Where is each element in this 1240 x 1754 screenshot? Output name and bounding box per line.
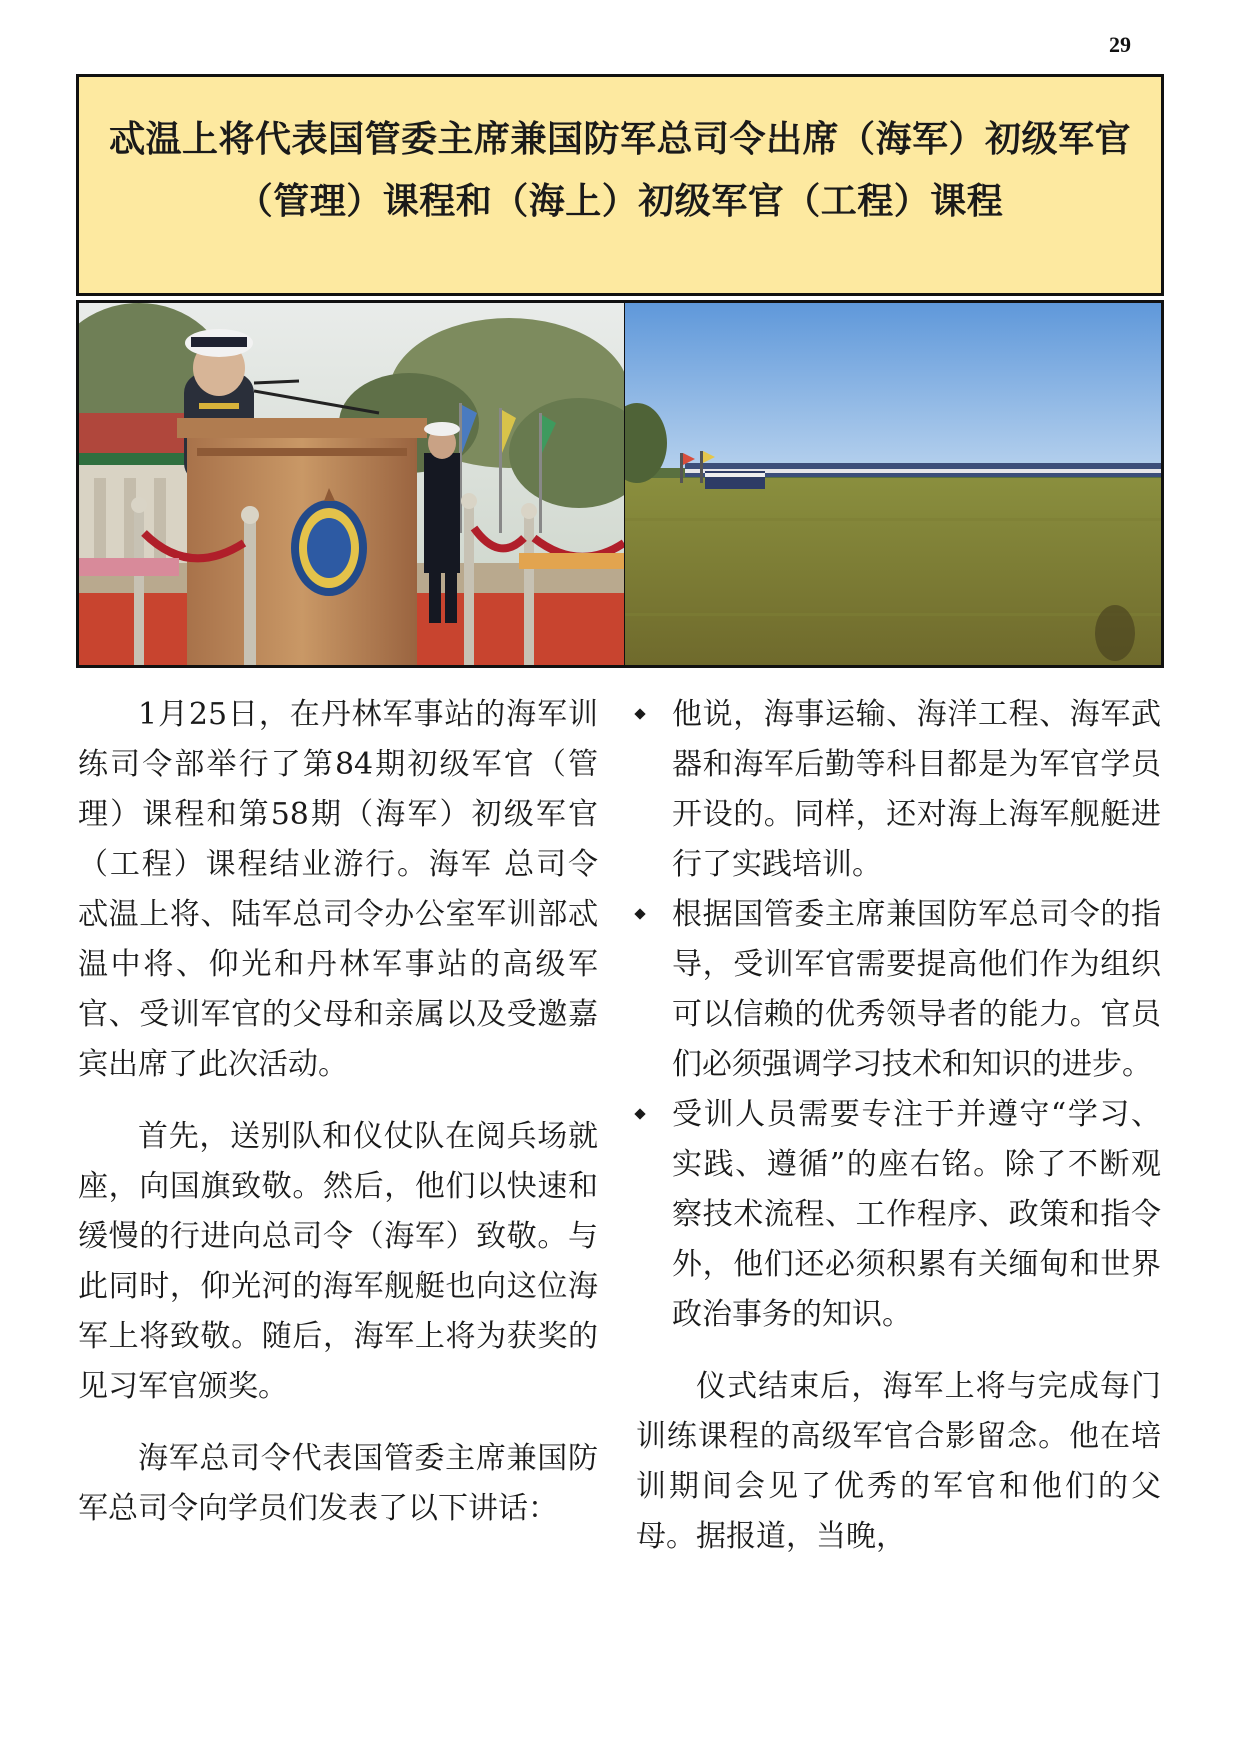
photo-parade-ground: [625, 303, 1161, 665]
paragraph-event-intro: 1月25日，在丹林军事站的海军训练司令部举行了第84期初级军官（管理）课程和第58期（海军）初级军官（工程）课程结业游行。海军 总司令 忒温上将、陆军总司令办公室军训部忒温中将、仰光和丹林军事站的高级军官、受训军官的父母和亲属以及受邀嘉宾出席了此次活动。: [78, 697, 598, 1082]
paragraph-ceremony: 首先，送别队和仪仗队在阅兵场就座，向国旗致敬。然后，他们以快速和缓慢的行进向总司令（海军）致敬。与此同时，仰光河的海军舰艇也向这位海军上将致敬。随后，海军上将为获奖的见习军官颁奖。: [78, 1119, 598, 1404]
paragraph-speech-intro: 海军总司令代表国管委主席兼国防军总司令向学员们发表了以下讲话：: [78, 1441, 598, 1526]
article-title-line-1: 忒温上将代表国管委主席兼国防军总司令出席（海军）初级军官: [108, 119, 1131, 160]
bullet-text: 受训人员需要专注于并遵守“学习、实践、遵循”的座右铭。除了不断观察技术流程、工作程序、政策和指令外，他们还必须积累有关缅甸和世界政治事务的知识。: [672, 1097, 1161, 1332]
photo-speech-podium: [79, 303, 624, 665]
bullet-text: 他说，海事运输、海洋工程、海军武器和海军后勤等科目都是为军官学员开设的。同样，还对海上海军舰艇进行了实践培训。: [672, 697, 1161, 882]
bullet-text: 根据国管委主席兼国防军总司令的指导，受训军官需要提高他们作为组织可以信赖的优秀领导者的能力。官员们必须强调学习技术和知识的进步。: [672, 897, 1161, 1082]
diamond-bullet-icon: [634, 1108, 645, 1119]
left-column: [78, 690, 598, 1556]
photo-frame: [76, 300, 1164, 668]
bullet-item: [636, 1090, 1161, 1340]
article-title-line-2: （管理）课程和（海上）初级军官（工程）课程: [236, 181, 1004, 222]
bullet-item: [636, 890, 1161, 1090]
diamond-bullet-icon: [634, 908, 645, 919]
paragraph-closing: 仪式结束后，海军上将与完成每门训练课程的高级军官合影留念。他在培训期间会见了优秀的军官和他们的父母。据报道，当晚，: [636, 1369, 1161, 1554]
page-number: 29: [1109, 32, 1131, 57]
article-title-box: [76, 74, 1164, 296]
right-column: [636, 690, 1161, 1584]
diamond-bullet-icon: [634, 708, 645, 719]
bullet-item: [636, 690, 1161, 890]
